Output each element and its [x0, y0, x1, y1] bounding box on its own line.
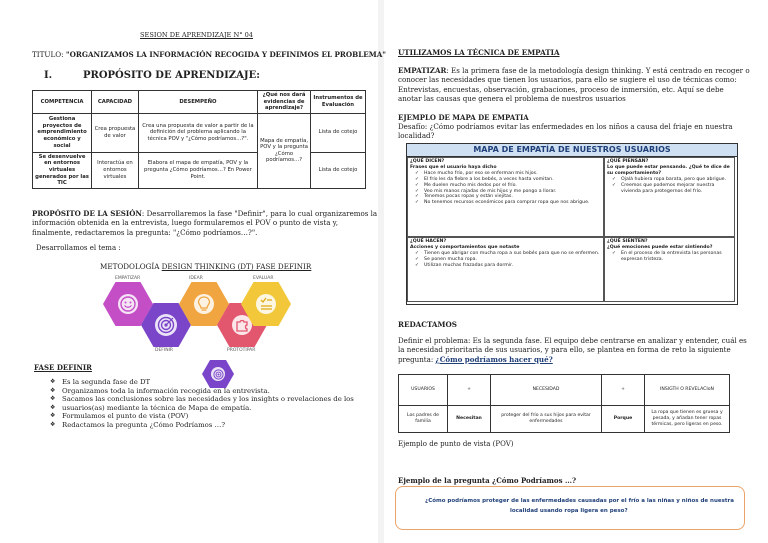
list-item: ✓ No tenemos recursos económicos para comprar ropa que nos abrigue.	[424, 200, 601, 206]
list-item-continuation: ❖ usuarios(as) mediante la técnica de Mapa de empatía.	[50, 404, 370, 413]
list-item: ❖ Formulamos el punto de vista (POV)	[50, 412, 370, 421]
checklist-icon	[256, 294, 276, 314]
pov-necesidad: NECESIDAD	[491, 375, 602, 406]
target-icon	[155, 314, 177, 336]
map-challenge	[398, 122, 738, 141]
header-competencia: COMPETENCIA	[33, 91, 92, 114]
label-empatizar: EMPATIZAR	[115, 276, 141, 281]
cell-evidencia: Mapa de empatía, POV y la pregunta ¿Cómo podríamos…?	[258, 113, 311, 188]
list-item: ❖ Es la segunda fase de DT	[50, 378, 370, 387]
cell-instrumento: Lista de cotejo	[311, 113, 366, 152]
redactamos-line3-prefix: pregunta:	[398, 354, 436, 364]
list-item: ✓ Me duelen mucho mis dedos por el frío.	[424, 183, 601, 189]
table-header-row	[33, 91, 366, 114]
table-row	[399, 375, 730, 406]
pov-example-caption: Ejemplo de punto de vista (POV)	[398, 440, 514, 448]
purpose-line2: información obtenida en la entrevista, luego formularemos el POV o punto de vista y,	[32, 218, 339, 228]
redactamos-heading: REDACTAMOS	[398, 320, 457, 329]
dt-heading-prefix: METODOLOGÍA	[100, 262, 162, 271]
quadrant-subtitle: ¿Qué emociones puede estar sintiendo?	[607, 244, 713, 250]
list-item: ✓ Veo mis manos rajadas de mis hijos y me pongo a llorar.	[424, 189, 601, 195]
table-row	[33, 113, 366, 152]
fase-definir-title: FASE DEFINIR	[34, 363, 92, 372]
quadrant-dicen	[407, 157, 604, 237]
title-prefix: TITULO:	[32, 50, 66, 59]
table-row	[33, 152, 366, 188]
cell-instrumento: Lista de cotejo	[311, 152, 366, 188]
challenge-line1: Desafío: ¿Cómo podríamos evitar las enfermedades en los niños a causa del friaje en nuestra	[398, 122, 733, 131]
pov-porque: Porque	[602, 406, 645, 433]
pov-plus: +	[448, 375, 491, 406]
competency-table	[32, 90, 366, 189]
list-item: ✓ Tienen que abrigar con mucha ropa a sus bebés para que no se enfermen.	[424, 251, 601, 257]
quadrant-piensan	[604, 157, 735, 237]
empathy-term: EMPATIZAR	[398, 66, 447, 75]
pov-usuarios: USUARIOS	[399, 375, 448, 406]
empathy-technique-heading: UTILIZAMOS LA TÉCNICA DE EMPATIA	[398, 48, 560, 57]
lightbulb-icon	[194, 294, 214, 314]
list-item: ✓ Creemos que podemos mejorar nuestra vivienda para protegernos del frío.	[621, 183, 732, 195]
table-row	[399, 406, 730, 433]
session-purpose	[32, 209, 378, 237]
cell-competencia: Gestiona proyectos de emprendimiento económico y social	[33, 113, 92, 152]
pov-users-value: Los padres de familia	[399, 406, 448, 433]
pov-table	[398, 374, 730, 433]
section-number: I.	[44, 70, 53, 81]
hmw-line2: localidad usando ropa ligera en peso?	[510, 508, 628, 514]
map-example-heading: EJEMPLO DE MAPA DE EMPATIA	[398, 113, 529, 122]
pov-plus: +	[602, 375, 645, 406]
purpose-line1: : Desarrollaremos la fase "Definir", para lo cual organizaremos la	[141, 209, 378, 218]
dt-heading-underlined: DESIGN THINKING (DT) FASE DEFINIR	[161, 262, 312, 271]
section-title: PROPÓSITO DE APRENDIZAJE:	[83, 70, 260, 81]
list-item: ✓ Tenemos pocas ropas y están viejitas.	[424, 194, 601, 200]
cell-desempeno: Elabora el mapa de empatía, POV y la pregunta ¿Cómo podríamos…? En Power Point.	[138, 152, 257, 188]
pov-insight-value: La ropa que tienen es gruesa y pesada, y añadan tener ropas térmicas, pero ligeras en peso.	[645, 406, 730, 433]
left-page	[0, 0, 378, 543]
label-prototipar: PROTOTIPAR	[227, 348, 256, 353]
label-definir: DEFINIR	[155, 348, 174, 353]
label-evaluar: EVALUAR	[253, 276, 274, 281]
cell-capacidad: Crea propuesta de valor	[92, 113, 139, 152]
redactamos-text	[398, 336, 747, 364]
header-desempeno: DESEMPEÑO	[138, 91, 257, 114]
quadrant-question: ¿QUÉ DICEN?	[410, 159, 445, 164]
quadrant-sienten	[604, 237, 735, 302]
quadrant-subtitle: Frases que el usuario haya dicho	[410, 164, 497, 170]
list-item: ✓ Ojalá hubiera ropa barata, pero que abrigue.	[621, 177, 732, 183]
quadrant-subtitle: Lo que puede estar pensando. ¿Qué te dice de su comportamiento?	[607, 164, 730, 176]
redactamos-question: ¿Cómo podríamos hacer qué?	[435, 354, 553, 364]
list-item: ✓ Utilizan muchas frazadas para dormir.	[424, 263, 601, 269]
develop-topic: Desarrollamos el tema :	[36, 244, 121, 252]
quadrant-subtitle: Acciones y comportamientos que notaste	[410, 244, 520, 250]
list-item: ✓ Hace mucho frío, por eso se enferman mis hijos.	[424, 171, 601, 177]
empathy-technique-text	[398, 66, 750, 104]
fase-definir-list	[50, 378, 370, 430]
empathy-line4: anotar las causas que genera el problema de nuestros usuarios	[398, 94, 626, 104]
list-item: ❖ Organizamos toda la información recogida en la entrevista.	[50, 387, 370, 396]
list-item: ✓ En el proceso de la entrevista las personas expresan tristeza.	[621, 251, 732, 263]
dt-heading	[100, 262, 311, 271]
empathy-line1: : Es la primera fase de la metodología design thinking. Y está centrado en recoger o	[446, 66, 750, 75]
list-item: ✓ El frío les da fiebre a los bebés, a veces hasta vomitan.	[424, 177, 601, 183]
list-item: ✓ Se ponen mucha ropa.	[424, 257, 601, 263]
pov-necesitan: Necesitan	[448, 406, 491, 433]
empathy-map	[406, 143, 738, 305]
session-number: SESION DE APRENDIZAJE N° 04	[140, 31, 254, 39]
title-text: "ORGANIZAMOS LA INFORMACIÓN RECOGIDA Y DEFINIMOS EL PROBLEMA"	[65, 50, 387, 59]
list-item: ❖ Sacamos las conclusiones sobre las necesidades y los insights o revelaciones de los	[50, 395, 370, 404]
hmw-heading: Ejemplo de la pregunta ¿Cómo Podríamos …?	[398, 476, 577, 485]
purpose-line3: finalmente, redactaremos la pregunta: "¿Cómo podríamos…?".	[32, 227, 258, 237]
quadrant-question: ¿QUÉ HACEN?	[410, 239, 447, 244]
empathy-line3: Entrevistas, encuestas, observación, grabaciones, proceso de inmersión, etc. Aquí se debe	[398, 84, 724, 94]
label-idear: IDEAR	[189, 276, 203, 281]
redactamos-line1: Definir el problema: Es la segunda fase. El equipo debe centrarse en analizar y entender, cuál es	[398, 336, 747, 345]
quadrant-question: ¿QUÉ SIENTEN?	[607, 239, 648, 244]
redactamos-line2: la necesidad prioritaria de sus usuarios, y para ello, se plantea en forma de reto la siguiente	[398, 345, 731, 355]
quadrant-question: ¿QUÉ PIENSAN?	[607, 159, 649, 164]
cell-competencia: Se desenvuelve en entornos virtuales generados por las TIC	[33, 152, 92, 188]
hmw-line1: ¿Cómo podríamos proteger de las enfermedades causadas por el frío a las niñas y niños de nuestra	[425, 498, 734, 504]
cell-desempeno: Crea una propuesta de valor a partir de la definición del problema aplicando la técnica POV y "¿Cómo podríamos…?".	[138, 113, 257, 152]
cell-capacidad: Interactúa en entornos virtuales	[92, 152, 139, 188]
header-instrumentos: Instrumentos de Evaluación	[311, 91, 366, 114]
list-item: ❖ Redactamos la pregunta ¿Cómo Podríamos …?	[50, 421, 370, 430]
purpose-label: PROPÓSITO DE LA SESIÓN	[32, 209, 142, 218]
quadrant-hacen	[407, 237, 604, 302]
pov-insight: INSIGTH O REVELACIoN	[645, 375, 730, 406]
pov-need-value: proteger del frío a sus hijos para evitar enfermedades	[491, 406, 602, 433]
header-evidencias: ¿Qué nos dará evidencias de aprendizaje?	[258, 91, 311, 114]
empathy-line2: conocer las necesidades que tienen los usuarios, para ello se sugiere el uso de técnicas como:	[398, 75, 737, 85]
session-title	[32, 50, 386, 59]
challenge-line2: localidad?	[398, 131, 435, 141]
header-capacidad: CAPACIDAD	[92, 91, 139, 114]
smile-icon	[118, 294, 138, 314]
empathy-map-title: MAPA DE EMPATÍA DE NUESTROS USUARIOS	[407, 144, 737, 157]
